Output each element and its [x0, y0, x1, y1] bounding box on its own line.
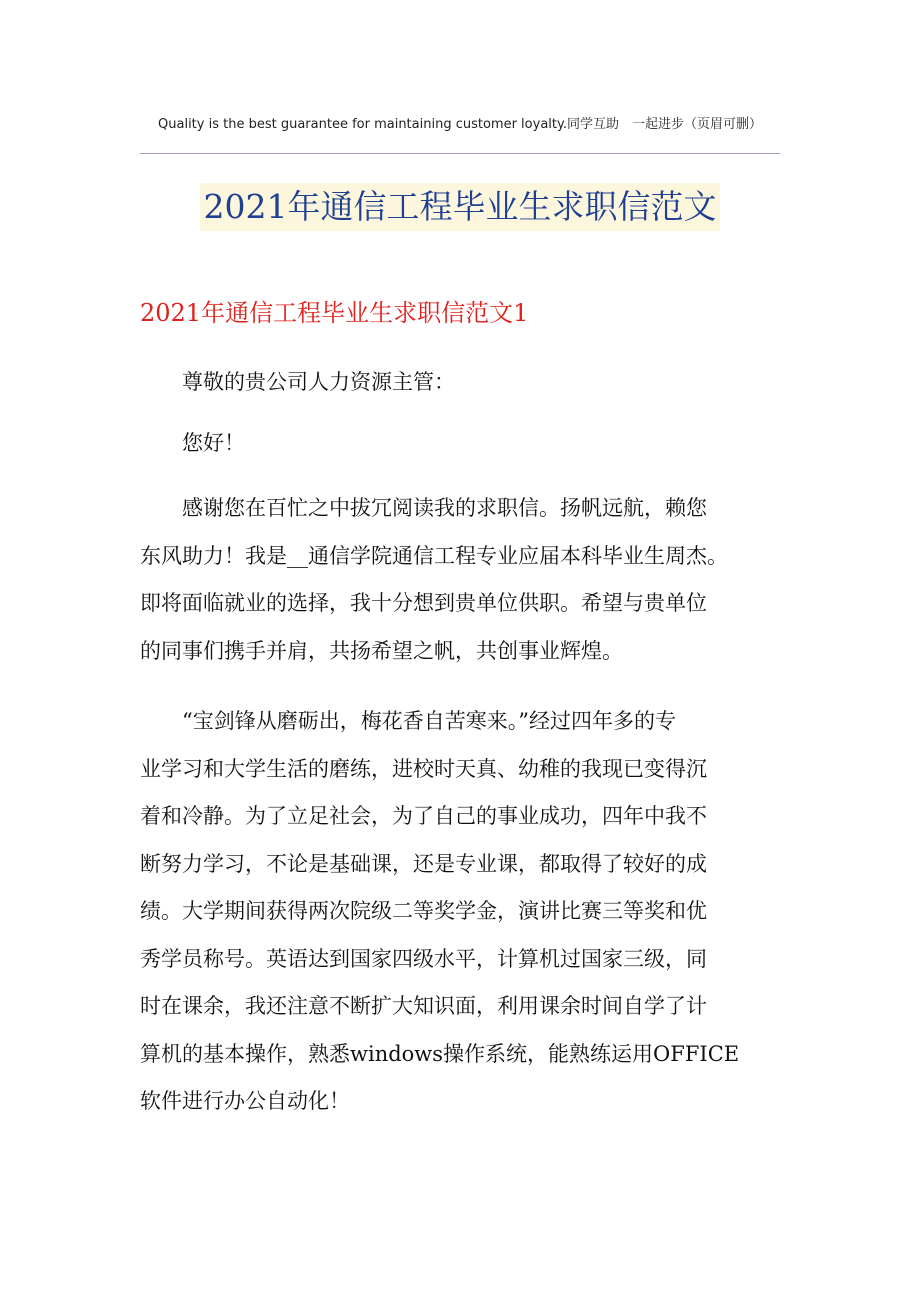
document-title: 2021年通信工程毕业生求职信范文 — [200, 183, 721, 231]
paragraph-1 — [140, 485, 780, 675]
greeting — [140, 420, 780, 468]
paragraph-2-line: “宝剑锋从磨砺出，梅花香自苦寒来。”经过四年多的专 — [182, 709, 676, 733]
paragraph-1-line: 即将面临就业的选择，我十分想到贵单位供职。希望与贵单位 — [140, 591, 707, 615]
page-header: Quality is the best guarantee for maintaining customer loyalty.同学互助 一起进步（页眉可删） — [158, 117, 762, 132]
salutation-text: 尊敬的贵公司人力资源主管： — [182, 370, 455, 394]
paragraph-2-line: 软件进行办公自动化！ — [140, 1089, 350, 1113]
paragraph-1-line: 的同事们携手并肩，共扬希望之帆，共创事业辉煌。 — [140, 638, 623, 663]
section-heading: 2021年通信工程毕业生求职信范文1 — [140, 299, 529, 327]
title-container — [0, 183, 920, 231]
paragraph-2-line: 着和冷静。为了立足社会，为了自己的事业成功，四年中我不 — [140, 804, 707, 828]
paragraph-2-line: 秀学员称号。英语达到国家四级水平，计算机过国家三级，同 — [140, 946, 707, 971]
paragraph-2-line: 时在课余，我还注意不断扩大知识面，利用课余时间自学了计 — [140, 994, 707, 1018]
header-divider — [140, 153, 780, 154]
paragraph-2-line: 算机的基本操作，熟悉windows操作系统，能熟练运用OFFICE — [140, 1041, 740, 1066]
salutation — [140, 359, 780, 407]
paragraph-1-line: 东风助力！我是__通信学院通信工程专业应届本科毕业生周杰。 — [140, 543, 728, 568]
greeting-text: 您好！ — [182, 431, 245, 455]
paragraph-2-line: 业学习和大学生活的磨练，进校时天真、幼稚的我现已变得沉 — [140, 756, 707, 781]
paragraph-2 — [140, 698, 780, 1126]
paragraph-1-line: 感谢您在百忙之中拔冗阅读我的求职信。扬帆远航，赖您 — [182, 496, 707, 520]
paragraph-2-line: 断努力学习，不论是基础课，还是专业课，都取得了较好的成 — [140, 851, 707, 876]
paragraph-2-line: 绩。大学期间获得两次院级二等奖学金，演讲比赛三等奖和优 — [140, 899, 707, 923]
